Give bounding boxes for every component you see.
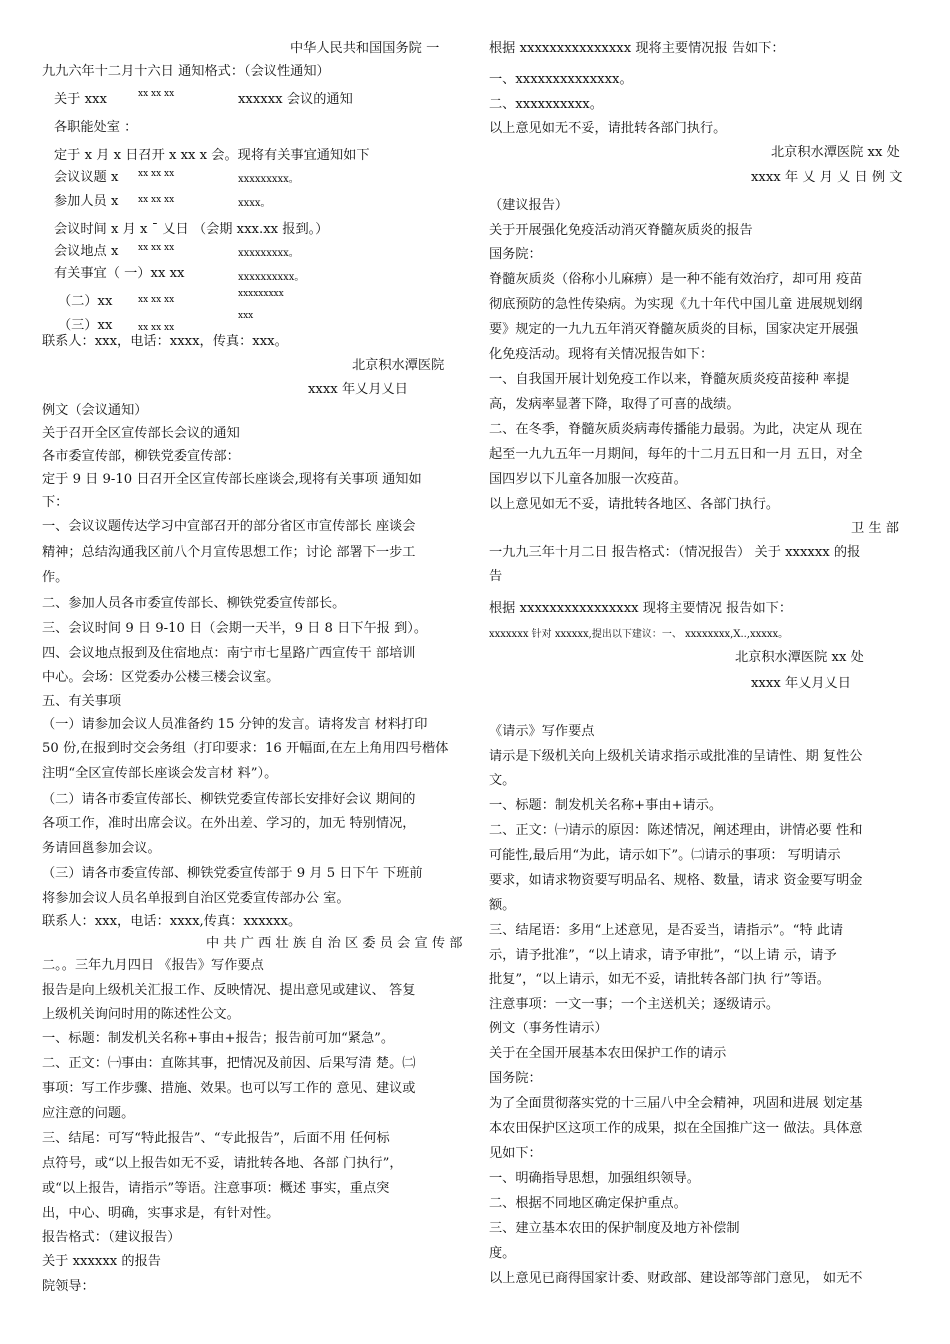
text-line: 二、根据不同地区确定保护重点。 xyxy=(489,1196,687,1211)
text-line: xxxxxxxxx xyxy=(238,289,284,299)
text-line: （三）请各市委宣传部、柳铁党委宣传部于 9 月 5 日下午 下班前 xyxy=(42,866,423,881)
text-line: （三）xx xyxy=(58,318,113,333)
text-line: 将参加会议人员名单报到自治区党委宣传部办公 室。 xyxy=(42,891,350,906)
text-line: 见如下： xyxy=(489,1146,542,1161)
text-line: 定于 x 月 x 日召开 x xx x 会。现将有关事宜通知如下 xyxy=(54,148,370,163)
text-line: xxxx 年 乂 月 乂 日 例 文 xyxy=(751,170,903,185)
text-line: 请示是下级机关向上级机关请求指示或批准的呈请性、期 复性公 xyxy=(489,749,863,764)
text-line: 务请回邕参加会议。 xyxy=(42,841,161,856)
text-line: 会议时间 x 月 x ¯ 乂日 （会期 xxx.xx 报到。） xyxy=(54,222,329,237)
text-line: 告 xyxy=(489,569,503,584)
text-line: 一、自我国开展计划免疫工作以来，脊髓灰质炎疫苗接种 率提 xyxy=(489,372,850,387)
text-line: 参加人员 x xyxy=(54,194,119,209)
text-line: 联系人：xxx，电话：xxxx,传真：xxxxxx。 xyxy=(42,914,302,929)
text-line: 以上意见如无不妥，请批转各地区、各部门执行。 xyxy=(489,497,780,512)
text-line: 例文（会议通知） xyxy=(42,403,148,418)
text-line: 《请示》写作要点 xyxy=(489,724,595,739)
text-line: xx xx xx xyxy=(138,89,175,99)
text-line: 国四岁以下儿童各加服一次疫苗。 xyxy=(489,472,687,487)
text-line: xxxxxxx 针对 xxxxxx,提出以下建议：一、 xxxxxxxx,X..,xxxxx。 xyxy=(489,629,789,640)
text-line: 关于开展强化免疫活动消灭脊髓灰质炎的报告 xyxy=(489,223,753,238)
text-line: 例文（事务性请示） xyxy=(489,1021,608,1036)
text-line: 会议地点 x xyxy=(54,244,119,259)
text-line: xxx xyxy=(238,311,254,321)
text-line: xxxx 年乂月乂日 xyxy=(751,676,851,691)
text-line: xx xx xx xyxy=(138,323,175,333)
text-line: 为了全面贯彻落实党的十三届八中全会精神，巩固和进展 划定基 xyxy=(489,1096,863,1111)
text-line: 起至一九九五年一月期间，每年的十二月五日和一月 五日，对全 xyxy=(489,447,863,462)
text-line: 四、会议地点报到及住宿地点：南宁市七星路广西宣传干 部培训 xyxy=(42,646,416,661)
text-line: 彻底预防的急性传染病。为实现《九十年代中国儿童 进展规划纲 xyxy=(489,297,863,312)
text-line: 有关事宜（ 一）xx xx xyxy=(54,266,185,281)
text-line: 三、会议时间 9 日 9-10 日（会期一天半，9 日 8 日下午报 到）。 xyxy=(42,621,428,636)
text-line: 中心。会场：区党委办公楼三楼会议室。 xyxy=(42,670,280,685)
text-line: 二、xxxxxxxxxx。 xyxy=(489,97,603,112)
text-line: 关于 xxx xyxy=(54,92,107,107)
text-line: 要求，如请求物资要写明品名、规格、数量，请求 资金要写明金 xyxy=(489,873,863,888)
text-line: 出，中心、明确，实事求是，有针对性。 xyxy=(42,1206,280,1221)
text-line: 报告格式：（建议报告） xyxy=(42,1230,181,1245)
text-line: 50 份,在报到时交会务组（打印要求：16 开幅面,在左上角用四号楷体 xyxy=(42,741,449,756)
text-line: xxxxxx 会议的通知 xyxy=(238,92,353,107)
text-line: 二。。三年九月四日 《报告》写作要点 xyxy=(42,958,264,973)
text-line: 关于 xxxxxx 的报告 xyxy=(42,1254,161,1269)
text-line: （二）xx xyxy=(58,294,113,309)
text-line: 各职能处室 ： xyxy=(54,120,138,135)
text-line: 国务院： xyxy=(489,247,542,262)
text-line: 度。 xyxy=(489,1246,516,1261)
text-line: 北京积水潭医院 xyxy=(352,358,445,373)
text-line: 联系人：xxx，电话：xxxx，传真：xxx。 xyxy=(42,334,288,349)
text-line: xxxx 年乂月乂日 xyxy=(308,382,408,397)
text-line: 二、参加人员各市委宣传部长、柳铁党委宣传部长。 xyxy=(42,596,346,611)
text-line: 中华人民共和国国务院 一 xyxy=(290,41,440,56)
text-line: 要》规定的一九九五年消灭脊髓灰质炎的目标，国家决定开展强 xyxy=(489,322,859,337)
text-line: 北京积水潭医院 xx 处 xyxy=(735,650,864,665)
text-line: 应注意的问题。 xyxy=(42,1106,135,1121)
text-line: xx xx xx xyxy=(138,295,175,305)
text-line: 二、正文：㈠请示的原因：陈述情况，阐述理由，讲情必要 性和 xyxy=(489,823,863,838)
text-line: 批复”，“以上请示，如无不妥，请批转各部门执 行”等语。 xyxy=(489,972,830,987)
text-line: xx xx xx xyxy=(138,243,175,253)
text-line: 二、在冬季，脊髓灰质炎病毒传播能力最弱。为此，决定从 现在 xyxy=(489,422,863,437)
text-line: 一、xxxxxxxxxxxxxx。 xyxy=(489,72,633,87)
text-line: 各市委宣传部，柳铁党委宣传部： xyxy=(42,449,240,464)
text-line: 关于召开全区宣传部长会议的通知 xyxy=(42,426,240,441)
text-line: 五、有关事项 xyxy=(42,694,122,709)
text-line: （建议报告） xyxy=(489,198,569,213)
text-line: 事项：写工作步骤、措施、效果。也可以写工作的 意见、建议或 xyxy=(42,1081,416,1096)
text-line: 三、结尾语：多用“上述意见，是否妥当，请指示”。“特 此请 xyxy=(489,923,844,938)
text-line: 报告是向上级机关汇报工作、反映情况、提出意见或建议、 答复 xyxy=(42,983,416,998)
text-line: 关于在全国开展基本农田保护工作的请示 xyxy=(489,1046,727,1061)
text-line: 各项工作，准时出席会议。在外出差、学习的，加无 特别情况， xyxy=(42,816,416,831)
text-line: 九九六年十二月十六日 通知格式：（会议性通知） xyxy=(42,64,330,79)
text-line: xx xx xx xyxy=(138,169,175,179)
text-line: 根据 xxxxxxxxxxxxxxx 现将主要情况报 告如下： xyxy=(489,41,785,56)
text-line: 点符号，或“以上报告如无不妥，请批转各地、各部 门执行”， xyxy=(42,1156,403,1171)
text-line: 北京积水潭医院 xx 处 xyxy=(771,145,900,160)
text-line: 一九九三年十月二日 报告格式：（情况报告） 关于 xxxxxx 的报 xyxy=(489,545,861,560)
text-line: 三、建立基本农田的保护制度及地方补偿制 xyxy=(489,1221,740,1236)
text-line: 文。 xyxy=(489,773,516,788)
text-line: 一、标题：制发机关名称+事由+报告；报告前可加“紧急”。 xyxy=(42,1031,395,1046)
text-line: 脊髓灰质炎（俗称小儿麻痹）是一种不能有效治疗，却可用 疫苗 xyxy=(489,272,863,287)
text-line: 下： xyxy=(42,495,69,510)
text-line: 或“以上报告，请指示”等语。注意事项：概述 事实，重点突 xyxy=(42,1181,390,1196)
text-line: 二、正文：㈠事由：直陈其事，把情况及前因、后果写清 楚。㈡ xyxy=(42,1056,416,1071)
text-line: 一、明确指导思想，加强组织领导。 xyxy=(489,1171,700,1186)
text-line: 化免疫活动。现将有关情况报告如下： xyxy=(489,347,714,362)
text-line: 额。 xyxy=(489,898,516,913)
text-line: xxxx。 xyxy=(238,198,271,209)
text-line: 三、结尾：可写“特此报告”、“专此报告”，后面不用 任何标 xyxy=(42,1131,390,1146)
text-line: 以上意见如无不妥，请批转各部门执行。 xyxy=(489,121,727,136)
text-line: 院领导： xyxy=(42,1279,95,1294)
text-line: xxxxxxxxx。 xyxy=(238,174,299,185)
text-line: 示，请予批准”，“以上请求，请予审批”，“以上请 示，请予 xyxy=(489,948,837,963)
text-line: xxxxxxxxx。 xyxy=(238,248,299,259)
text-line: xx xx xx xyxy=(138,195,175,205)
text-line: 会议议题 x xyxy=(54,170,119,185)
text-line: 本农田保护区这项工作的成果，拟在全国推广这一 做法。具体意 xyxy=(489,1121,863,1136)
text-line: （二）请各市委宣传部长、柳铁党委宣传部长安排好会议 期间的 xyxy=(42,792,416,807)
text-line: 根据 xxxxxxxxxxxxxxxx 现将主要情况 报告如下： xyxy=(489,601,793,616)
text-line: 可能性,最后用“为此，请示如下”。㈡请示的事项： 写明请示 xyxy=(489,848,841,863)
text-line: 高，发病率显著下降，取得了可喜的战绩。 xyxy=(489,397,740,412)
text-line: 中 共 广 西 壮 族 自 治 区 委 员 会 宣 传 部 xyxy=(206,936,463,951)
text-line: 一、会议议题传达学习中宣部召开的部分省区市宣传部长 座谈会 xyxy=(42,519,416,534)
text-line: 以上意见已商得国家计委、财政部、建设部等部门意见， 如无不 xyxy=(489,1271,863,1286)
text-line: 定于 9 日 9-10 日召开全区宣传部长座谈会,现将有关事项 通知如 xyxy=(42,472,422,487)
text-line: 上级机关询问时用的陈述性公文。 xyxy=(42,1007,240,1022)
text-line: 卫 生 部 xyxy=(851,521,899,536)
text-line: 精神；总结沟通我区前八个月宣传思想工作；讨论 部署下一步工 xyxy=(42,545,416,560)
text-line: 一、标题：制发机关名称+事由+请示。 xyxy=(489,798,723,813)
text-line: 注明“全区宣传部长座谈会发言材 料”）。 xyxy=(42,766,278,781)
text-line: xxxxxxxxxx。 xyxy=(238,272,305,283)
text-line: 国务院： xyxy=(489,1071,542,1086)
text-line: 作。 xyxy=(42,570,69,585)
text-line: 注意事项：一文一事；一个主送机关；逐级请示。 xyxy=(489,997,780,1012)
text-line: （一）请参加会议人员准备约 15 分钟的发言。请将发言 材料打印 xyxy=(42,717,428,732)
